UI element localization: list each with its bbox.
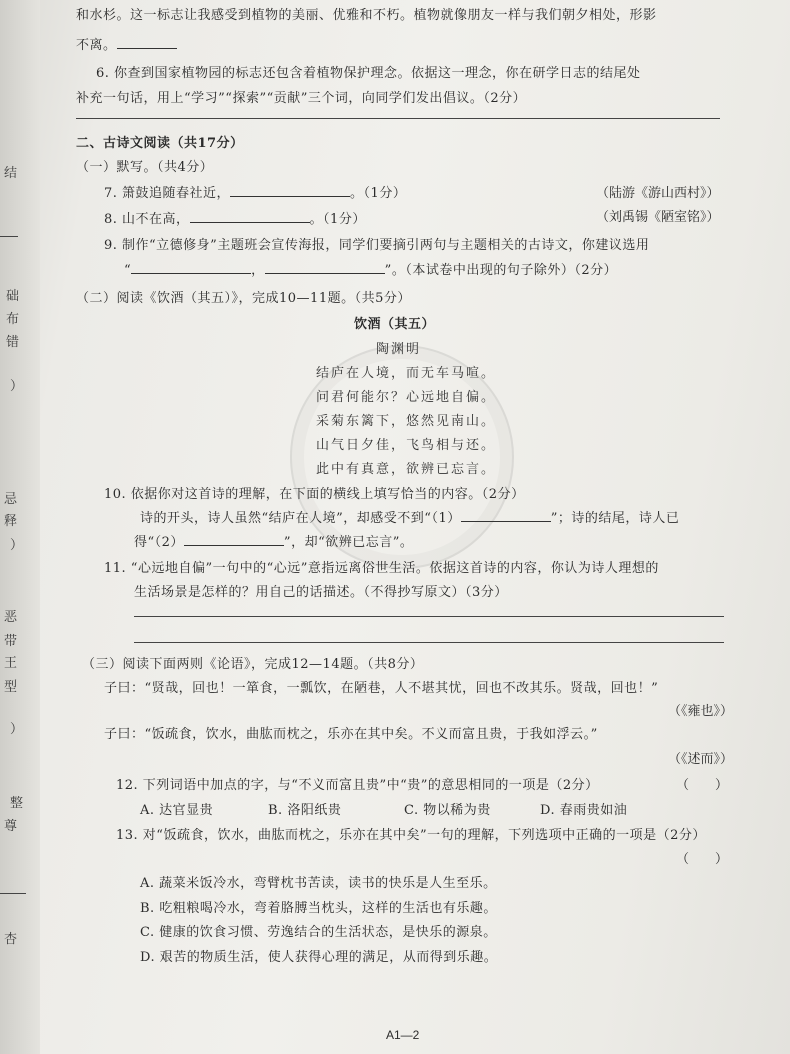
lunyu-source-2: （《述而》） [668,752,734,767]
edge-char: ） [10,379,24,394]
poem-line: 山气日夕佳，飞鸟相与还。 [316,438,497,453]
q6-line2: 补充一句话，用上“学习”“探索”“贡献”三个词，向同学们发出倡议。（2分） [76,91,527,106]
edge-char: 恶 [4,610,18,625]
edge-rule [0,893,26,894]
section2-title: 二、古诗文阅读（共17分） [76,136,244,151]
edge-char: 忌 [4,492,18,507]
q5-tail-line: 和水杉。这一标志让我感受到植物的美丽、优雅和不朽。植物就像朋友一样与我们朝夕相处，形影 [76,8,657,23]
q13-option-c[interactable]: C. 健康的饮食习惯、劳逸结合的生活状态，是快乐的源泉。 [140,925,497,940]
edge-rule [0,236,18,237]
q7-blank[interactable] [230,184,350,197]
edge-char: ） [10,538,24,553]
q10-blank-1[interactable] [461,509,551,522]
q13-stem: 13. 对“饭疏食，饮水，曲肱而枕之，乐亦在其中矣”一句的理解，下列选项中正确的一项是（2分） [116,828,706,843]
poem-line: 结庐在人境，而无车马喧。 [316,366,497,381]
edge-char: 错 [6,335,20,350]
edge-char: 释 [4,514,18,529]
q7-pre: 7. 箫鼓追随春社近， [104,186,231,201]
sub3-title: （三）阅读下面两则《论语》，完成12—14题。（共8分） [82,657,424,672]
q8-line [104,208,366,227]
q9-blank-2[interactable] [265,261,385,274]
q10-line2 [140,507,679,526]
q8-blank[interactable] [190,210,310,223]
edge-char: 型 [4,680,18,695]
q10-line1: 10. 依据你对这首诗的理解，在下面的横线上填写恰当的内容。（2分） [104,487,525,502]
q8-post: 。（1分） [309,212,366,227]
q9-line2 [124,259,617,278]
q5-tail-text: 不离。 [76,38,117,53]
q10-text-d: ”，却“欲辨已忘言”。 [283,535,414,550]
edge-char: ） [10,722,24,737]
poem-title: 饮酒（其五） [354,317,436,332]
q7-post: 。（1分） [350,186,407,201]
q6-line1: 6. 你查到国家植物园的标志还包含着植物保护理念。依据这一理念，你在研学日志的结尾处 [96,66,641,81]
q13-option-d[interactable]: D. 艰苦的物质生活，使人获得心理的满足，从而得到乐趣。 [140,950,498,965]
q9-line1: 9. 制作“立德修身”主题班会宣传海报，同学们要摘引两句与主题相关的古诗文，你建议选用 [104,238,650,253]
lunyu-passage-1: 子曰：“贤哉，回也！一箪食，一瓢饮，在陋巷，人不堪其忧，回也不改其乐。贤哉，回也！” [104,681,659,696]
q12-stem: 12. 下列词语中加点的字，与“不义而富且贵”中“贵”的意思相同的一项是（2分） [116,778,599,793]
page-number: A1—2 [386,1028,420,1042]
q11-line2: 生活场景是怎样的？用自己的话描述。（不得抄写原文）（3分） [134,585,508,600]
answer-blank[interactable] [117,36,177,49]
q8-source: （刘禹锡《陋室铭》） [596,210,720,225]
poem-line: 问君何能尔？心远地自偏。 [316,390,497,405]
poem-author: 陶渊明 [376,342,422,357]
q7-source: （陆游《游山西村》） [596,186,720,201]
q10-text-b: ”；诗的结尾，诗人已 [550,511,680,526]
q13-answer-paren[interactable]: （ ） [676,852,729,867]
q12-option-a[interactable]: A. 达官显贵 [140,803,214,818]
q10-text-c: 得“（2） [134,535,184,550]
q13-option-b[interactable]: B. 吃粗粮喝冷水，弯着胳膊当枕头，这样的生活也有乐趣。 [140,901,497,916]
lunyu-passage-2: 子曰：“饭疏食，饮水，曲肱而枕之，乐亦在其中矣。不义而富且贵，于我如浮云。” [104,727,598,742]
edge-char: 础 [6,289,20,304]
sub2-title: （二）阅读《饮酒（其五）》，完成10—11题。（共5分） [76,291,411,306]
q12-answer-paren[interactable]: （ ） [676,778,729,793]
answer-line[interactable] [134,642,724,643]
answer-line[interactable] [76,118,720,119]
q12-option-b[interactable]: B. 洛阳纸贵 [268,803,342,818]
q12-option-d[interactable]: D. 春雨贵如油 [540,803,628,818]
edge-char: 整 [10,796,24,811]
lunyu-source-1: （《雍也》） [668,704,734,719]
q7-line [104,182,406,201]
q12-option-c[interactable]: C. 物以稀为贵 [404,803,491,818]
edge-char: 布 [6,312,20,327]
q9-open: “ [124,263,132,278]
poem-line: 采菊东篱下，悠然见南山。 [316,414,497,429]
sub1-title: （一）默写。（共4分） [76,160,214,175]
poem-line: 此中有真意，欲辨已忘言。 [316,462,497,477]
edge-char: 尊 [4,819,18,834]
q10-blank-2[interactable] [184,533,284,546]
q9-mid: ， [251,263,265,278]
q8-pre: 8. 山不在高， [104,212,190,227]
q5-tail-line2 [76,34,177,53]
q10-line3 [134,531,413,550]
edge-char: 带 [4,634,18,649]
answer-line[interactable] [134,616,724,617]
q9-end: ”。（本试卷中出现的句子除外）（2分） [384,263,618,278]
q9-blank-1[interactable] [131,261,251,274]
edge-char: 结 [4,166,18,181]
q11-line1: 11. “心远地自偏”一句中的“心远”意指远离俗世生活。依据这首诗的内容，你认为诗人理想的 [104,561,659,576]
edge-char: 杏 [4,932,18,947]
edge-char: 王 [4,656,18,671]
q13-option-a[interactable]: A. 蔬菜米饭冷水，弯臂枕书苦读，读书的快乐是人生至乐。 [140,876,497,891]
q10-text-a: 诗的开头，诗人虽然“结庐在人境”，却感受不到“（1） [140,511,461,526]
